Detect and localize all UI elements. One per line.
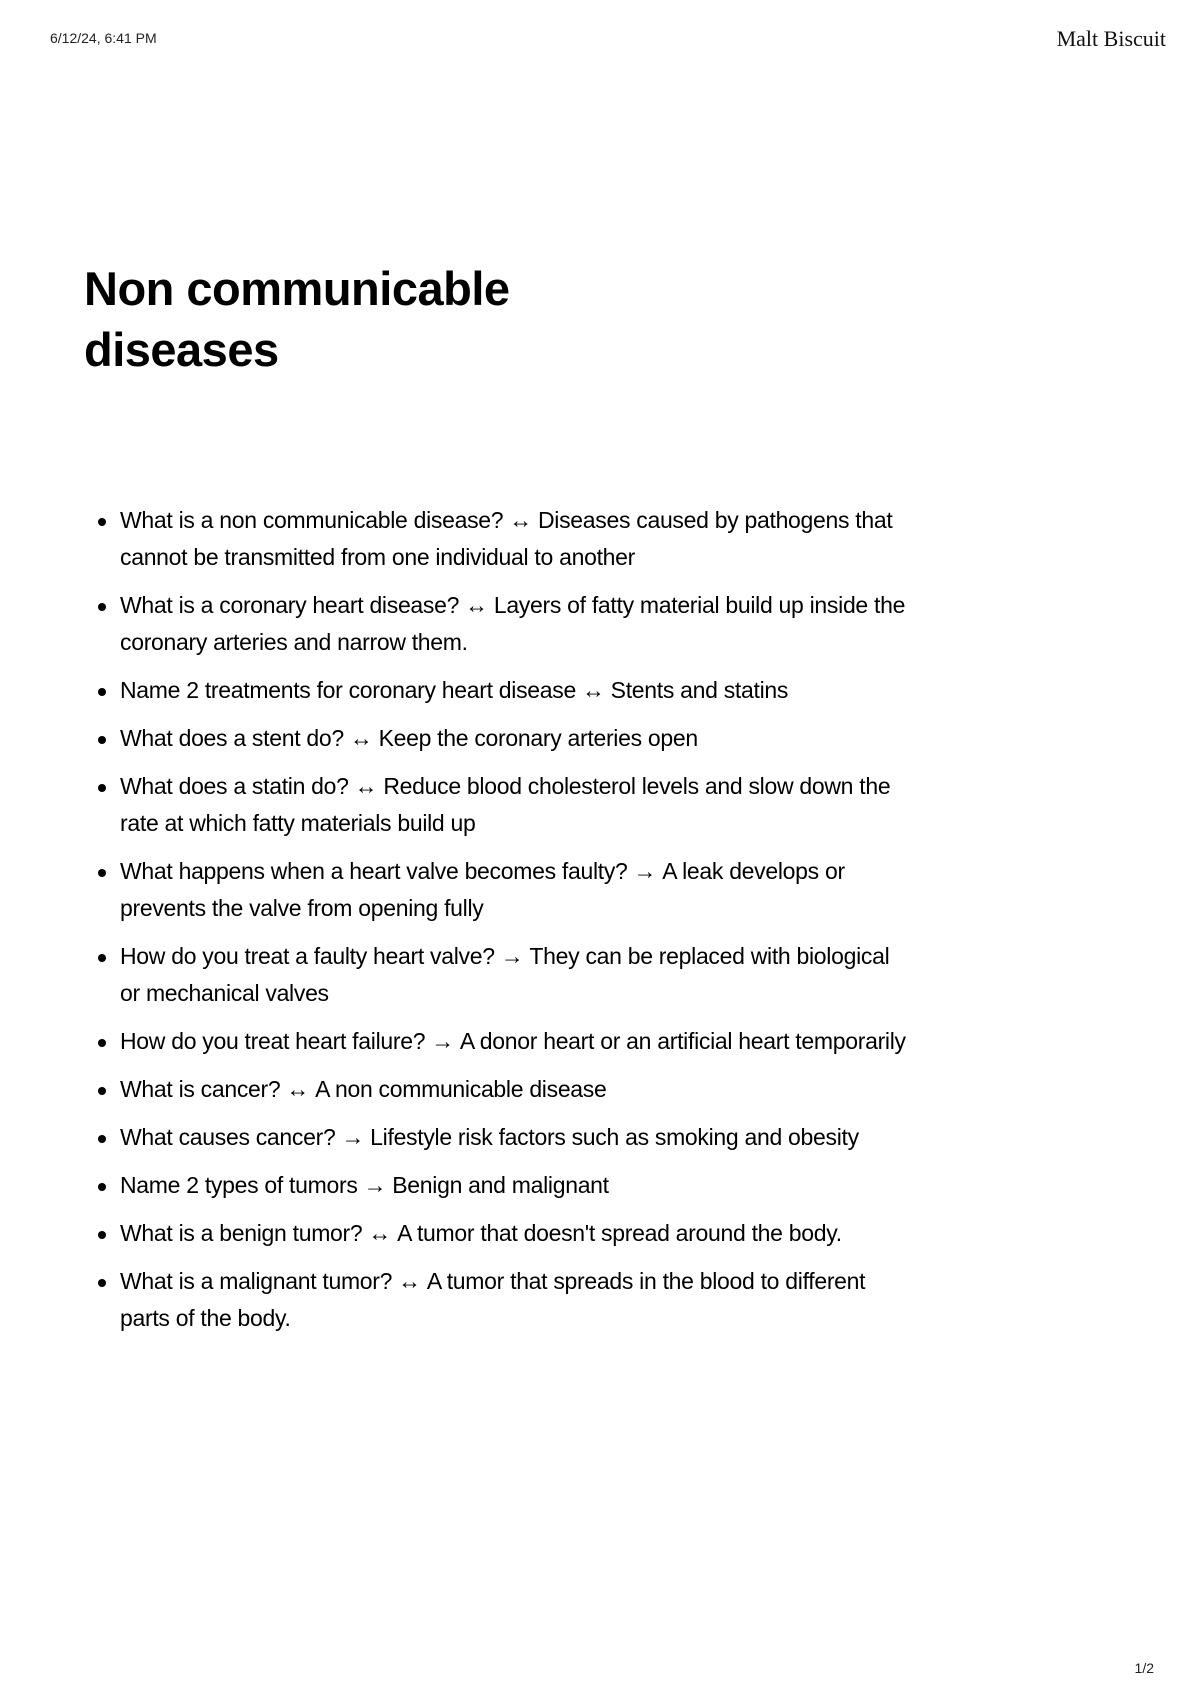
flashcard-answer: A leak develops or prevents the valve from opening fully bbox=[120, 858, 845, 921]
flashcard-item bbox=[84, 720, 910, 757]
flashcard-answer: A tumor that doesn't spread around the body. bbox=[397, 1220, 842, 1246]
page-title-line-1: Non communicable bbox=[84, 262, 510, 315]
flashcard-item bbox=[84, 1023, 910, 1060]
flashcard-arrow: → bbox=[500, 943, 524, 969]
flashcard-answer: Diseases caused by pathogens that cannot be transmitted from one individual to another bbox=[120, 507, 893, 570]
flashcard-answer: They can be replaced with biological or mechanical valves bbox=[120, 943, 890, 1006]
flashcard-question: How do you treat heart failure? bbox=[120, 1028, 426, 1054]
flashcard-item bbox=[84, 1167, 910, 1204]
flashcard-answer: A tumor that spreads in the blood to different parts of the body. bbox=[120, 1268, 866, 1331]
flashcard-arrow: ↔ bbox=[581, 677, 605, 703]
flashcard-question: What does a stent do? bbox=[120, 725, 344, 751]
flashcard-question: What is a benign tumor? bbox=[120, 1220, 363, 1246]
flashcard-item bbox=[84, 502, 910, 576]
flashcard-answer: A donor heart or an artificial heart temporarily bbox=[459, 1028, 906, 1054]
flashcard-question: What is a coronary heart disease? bbox=[120, 592, 460, 618]
flashcard-arrow: → bbox=[633, 858, 657, 884]
flashcard-answer: A non communicable disease bbox=[315, 1076, 607, 1102]
flashcard-arrow: → bbox=[431, 1028, 454, 1054]
flashcard-answer: Stents and statins bbox=[610, 677, 789, 703]
flashcard-question: What is a malignant tumor? bbox=[120, 1268, 393, 1294]
flashcard-question: What is cancer? bbox=[120, 1076, 281, 1102]
page-number: 1/2 bbox=[1134, 1660, 1154, 1676]
flashcard-answer: Keep the coronary arteries open bbox=[378, 725, 698, 751]
flashcard-item bbox=[84, 1263, 910, 1337]
flashcard-item bbox=[84, 672, 910, 709]
site-title: Malt Biscuit bbox=[1056, 26, 1166, 51]
flashcard-question: What causes cancer? bbox=[120, 1124, 336, 1150]
flashcard-item bbox=[84, 1119, 910, 1156]
flashcard-arrow: ↔ bbox=[368, 1220, 392, 1246]
flashcard-item bbox=[84, 1071, 910, 1108]
flashcard-question: What is a non communicable disease? bbox=[120, 507, 504, 533]
flashcard-answer: Layers of fatty material build up inside the coronary arteries and narrow them. bbox=[120, 592, 906, 655]
flashcard-arrow: ↔ bbox=[349, 725, 373, 751]
flashcard-arrow: → bbox=[341, 1124, 365, 1150]
flashcard-item bbox=[84, 587, 910, 661]
print-date: 6/12/24, 6:41 PM bbox=[50, 30, 157, 46]
flashcard-answer: Reduce blood cholesterol levels and slow down the rate at which fatty materials build up bbox=[120, 773, 891, 836]
flashcard-answer: Lifestyle risk factors such as smoking and obesity bbox=[370, 1124, 859, 1150]
flashcard-item bbox=[84, 768, 910, 842]
flashcard-question: What happens when a heart valve becomes faulty? bbox=[120, 858, 628, 884]
flashcard-item bbox=[84, 1215, 910, 1252]
flashcard-question: Name 2 types of tumors bbox=[120, 1172, 358, 1198]
flashcard-arrow: ↔ bbox=[465, 592, 488, 618]
flashcard-answer: Benign and malignant bbox=[392, 1172, 609, 1198]
flashcard-arrow: ↔ bbox=[509, 507, 532, 533]
page-title bbox=[84, 258, 684, 380]
flashcard-arrow: → bbox=[363, 1172, 387, 1198]
flashcard-list bbox=[84, 502, 910, 1348]
flashcard-item bbox=[84, 938, 910, 1012]
flashcard-arrow: ↔ bbox=[398, 1268, 421, 1294]
flashcard-question: How do you treat a faulty heart valve? bbox=[120, 943, 495, 969]
flashcard-item bbox=[84, 853, 910, 927]
flashcard-question: Name 2 treatments for coronary heart disease bbox=[120, 677, 576, 703]
flashcard-arrow: ↔ bbox=[354, 773, 378, 799]
flashcard-arrow: ↔ bbox=[286, 1076, 310, 1102]
flashcard-question: What does a statin do? bbox=[120, 773, 349, 799]
page-title-line-2: diseases bbox=[84, 323, 279, 376]
